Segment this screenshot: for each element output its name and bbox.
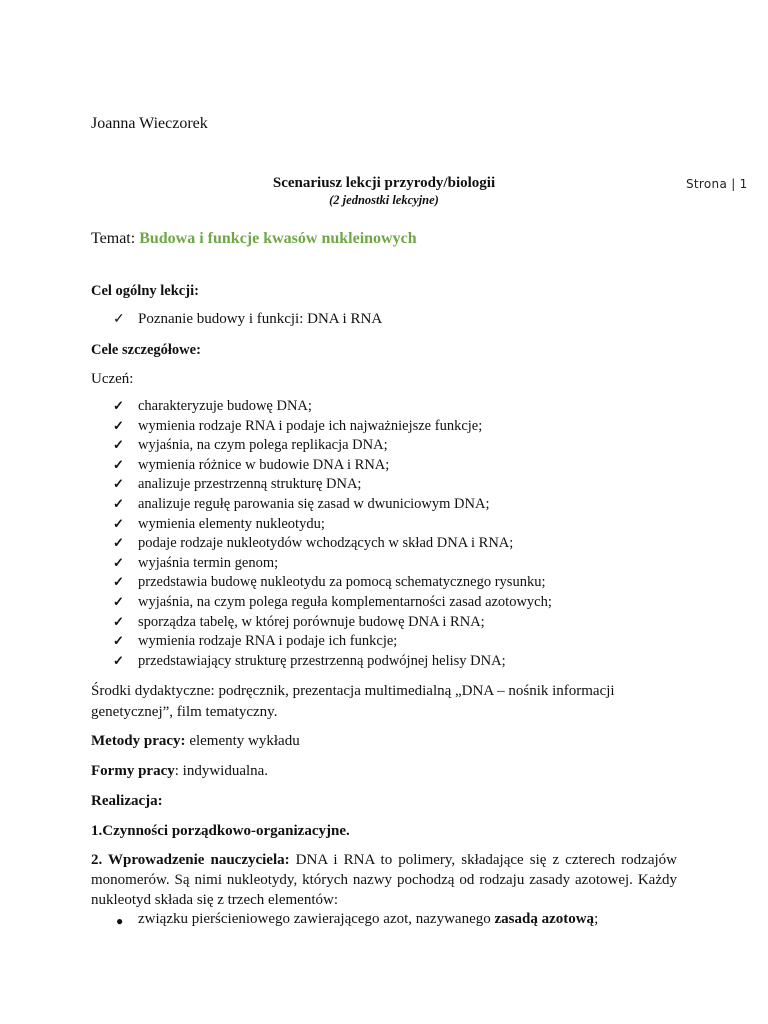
- topic-value: Budowa i funkcje kwasów nukleinowych: [139, 230, 417, 247]
- specific-goals-intro: Uczeń:: [91, 371, 134, 387]
- check-icon: ✓: [113, 574, 124, 589]
- list-item: przedstawia budowę nukleotydu za pomocą schematycznego rysunku;: [138, 574, 546, 590]
- page-number: Strona | 1: [686, 177, 748, 191]
- topic-label: Temat:: [91, 230, 136, 247]
- general-goal-item: Poznanie budowy i funkcji: DNA i RNA: [138, 311, 383, 327]
- step-2-text: DNA i RNA to polimery, składające się z czterech rodzajów monomerów. Są nimi nukleotydy, których nazwy pochodzą od rodzaju zasady azotowej. Każdy nukleotyd składa się z trzech elementów:: [91, 852, 677, 908]
- document-subtitle: (2 jednostki lekcyjne): [329, 193, 439, 207]
- methods-value: elementy wykładu: [185, 733, 300, 749]
- methods-paragraph: [91, 730, 677, 752]
- check-icon: ✓: [113, 312, 125, 327]
- check-icon: ✓: [113, 633, 124, 648]
- forms-paragraph: [91, 760, 677, 782]
- check-icon: ✓: [113, 555, 124, 570]
- check-icon: ✓: [113, 398, 124, 413]
- check-icon: ✓: [113, 535, 124, 550]
- list-item: przedstawiający strukturę przestrzenną podwójnej helisy DNA;: [138, 653, 506, 669]
- general-goal-heading: Cel ogólny lekcji:: [91, 283, 199, 299]
- list-item: podaje rodzaje nukleotydów wchodzących w skład DNA i RNA;: [138, 535, 514, 551]
- lesson-topic: [91, 230, 417, 248]
- bullet-item: [138, 911, 598, 928]
- list-item: wymienia rodzaje RNA i podaje ich najważniejsze funkcje;: [138, 418, 483, 434]
- list-item: wymienia różnice w budowie DNA i RNA;: [138, 457, 390, 473]
- bullet-text: związku pierścieniowego zawierającego azot, nazywanego: [138, 911, 495, 927]
- check-icon: ✓: [113, 418, 124, 433]
- bullet-bold: zasadą azotową: [494, 911, 595, 927]
- bullet-icon: ●: [116, 914, 124, 928]
- list-item: sporządza tabelę, w której porównuje budowę DNA i RNA;: [138, 614, 485, 630]
- document-title: Scenariusz lekcji przyrody/biologii: [272, 175, 496, 191]
- list-item: wymienia elementy nukleotydu;: [138, 516, 325, 532]
- resources-line-2: genetycznej”, film tematyczny.: [91, 704, 278, 720]
- methods-label: Metody pracy:: [91, 733, 186, 749]
- check-icon: ✓: [113, 614, 124, 629]
- list-item: wyjaśnia, na czym polega reguła komplementarności zasad azotowych;: [138, 594, 552, 610]
- forms-value: : indywidualna.: [174, 763, 269, 779]
- forms-label: Formy pracy: [91, 763, 175, 779]
- check-icon: ✓: [113, 516, 124, 531]
- step-1-heading: 1.Czynności porządkowo-organizacyjne.: [91, 823, 350, 839]
- list-item: analizuje regułę parowania się zasad w dwuniciowym DNA;: [138, 496, 490, 512]
- list-item: analizuje przestrzenną strukturę DNA;: [138, 476, 362, 492]
- check-icon: ✓: [113, 653, 124, 668]
- specific-goals-heading: Cele szczegółowe:: [91, 342, 201, 358]
- list-item: wyjaśnia termin genom;: [138, 555, 279, 571]
- resources-line-1: Środki dydaktyczne: podręcznik, prezentacja multimedialną „DNA – nośnik informacji: [91, 683, 615, 699]
- realization-heading: Realizacja:: [91, 793, 163, 809]
- list-item: wyjaśnia, na czym polega replikacja DNA;: [138, 437, 388, 453]
- check-icon: ✓: [113, 437, 124, 452]
- step-2-label: 2. Wprowadzenie nauczyciela:: [91, 852, 290, 868]
- check-icon: ✓: [113, 496, 124, 511]
- author-name: Joanna Wieczorek: [91, 115, 208, 132]
- list-item: charakteryzuje budowę DNA;: [138, 398, 312, 414]
- bullet-end: ;: [594, 911, 599, 927]
- step-2-paragraph: [91, 850, 677, 910]
- check-icon: ✓: [113, 457, 124, 472]
- check-icon: ✓: [113, 594, 124, 609]
- list-item: wymienia rodzaje RNA i podaje ich funkcje;: [138, 633, 398, 649]
- check-icon: ✓: [113, 476, 124, 491]
